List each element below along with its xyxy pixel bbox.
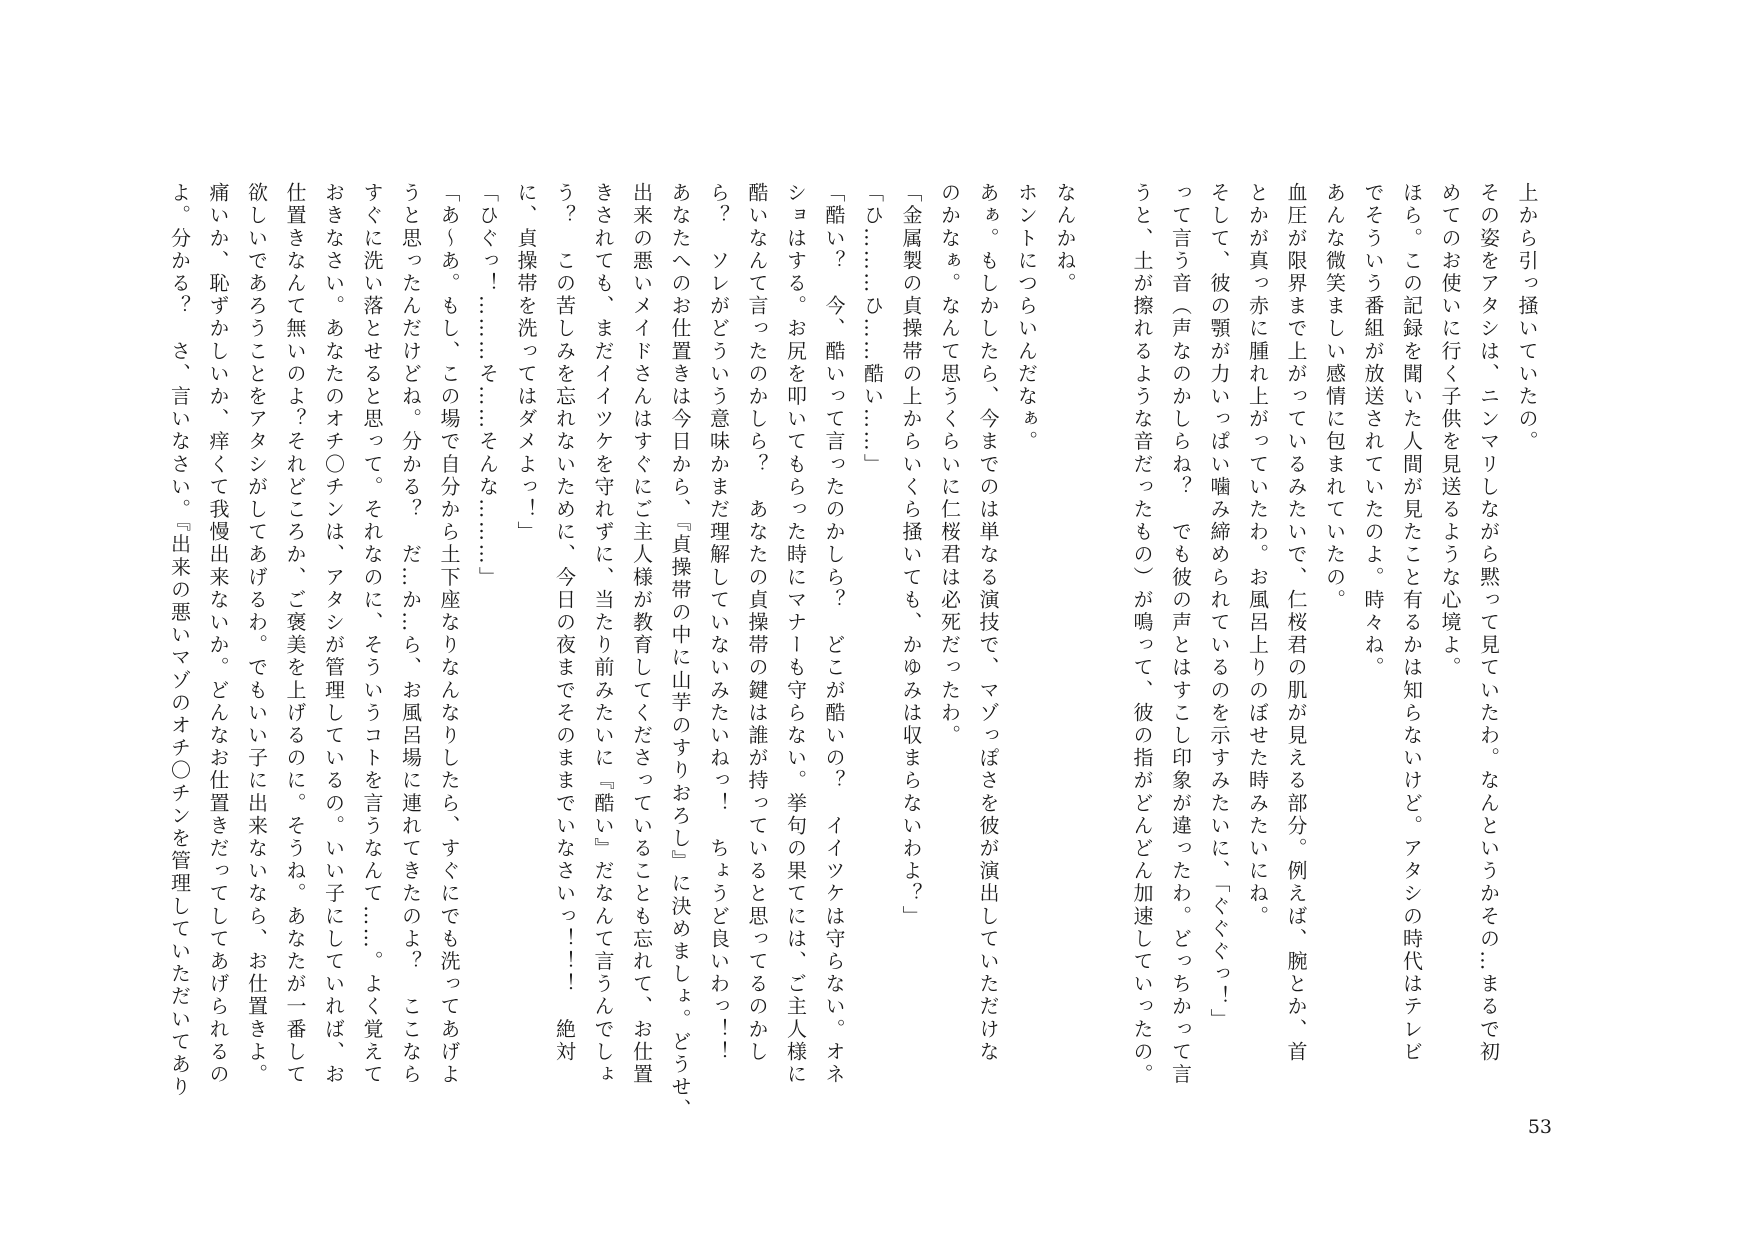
- text-line: って言う音（声なのかしらね？ でも彼の声とはすこし印象が違ったわ。どっちかって言: [1168, 182, 1193, 1086]
- text-line: なんかね。: [1053, 182, 1077, 295]
- text-line: 出来の悪いメイドさんはすぐにご主人様が教育してくださっていることも忘れて、お仕置: [629, 182, 654, 1086]
- text-line: う？ この苦しみを忘れないために、今日の夜までそのままでいなさいっ！！！ 絶対: [552, 182, 577, 1064]
- text-line: 痛いか、恥ずかしいか、痒くて我慢出来ないか。どんなお仕置きだってしてあげられるの: [206, 182, 230, 1086]
- text-line: ホントにつらいんだなぁ。: [1014, 182, 1039, 454]
- text-line: 仕置きなんて無いのよ？それどころか、ご褒美を上げるのに。そうね。あなたが一番して: [283, 182, 307, 1086]
- text-line: ら？ ソレがどういう意味かまだ理解していないみたいねっ！ ちょうど良いわっ！！: [706, 182, 731, 1064]
- text-line: 「あ～あ。もし、この場で自分から土下座なりなんなりしたら、すぐにでも洗ってあげよ: [437, 182, 461, 1086]
- text-line: でそういう番組が放送されていたのよ。時々ね。: [1361, 182, 1385, 680]
- text-line: ほら。この記録を聞いた人間が見たこと有るかは知らないけど。アタシの時代はテレビ: [1399, 182, 1424, 1064]
- text-line: 「金属製の貞操帯の上からいくら掻いても、かゆみは収まらないわよ？」: [899, 182, 923, 928]
- text-line: すぐに洗い落とせると思って。それなのに、そういうコトを言うなんて……。よく覚えて: [360, 182, 384, 1086]
- text-line: 欲しいであろうことをアタシがしてあげるわ。でもいい子に出来ないなら、お仕置きよ。: [244, 182, 269, 1086]
- text-line: あぁ。もしかしたら、今までのは単なる演技で、マゾっぽさを彼が演出していただけな: [976, 182, 1000, 1064]
- text-line: あなたへのお仕置きは今日から、『貞操帯の中に山芋のすりおろし』に決めましょ。どうせ、: [668, 182, 692, 1122]
- text-line: うと思ったんだけどね。分かる？ だ…か…ら、お風呂場に連れてきたのよ？ ここなら: [398, 182, 423, 1086]
- text-line: 酷いなんて言ったのかしら？ あなたの貞操帯の鍵は誰が持っていると思ってるのかし: [745, 182, 769, 1064]
- text-line: 血圧が限界まで上がっているみたいで、仁桜君の肌が見える部分。例えば、腕とか、首: [1284, 182, 1308, 1064]
- text-line: 「酷い？ 今、酷いって言ったのかしら？ どこが酷いの？ イイツケは守らない。オネ: [822, 182, 846, 1086]
- text-line: のかなぁ。なんて思うくらいに仁桜君は必死だったわ。: [937, 182, 962, 747]
- text-line: そして、彼の顎が力いっぱい噛み締められているのを示すみたいに、「ぐぐぐっ！」: [1207, 182, 1231, 1031]
- text-line: その姿をアタシは、ニンマリしながら黙って見ていたわ。なんというかその…まるで初: [1476, 182, 1501, 1064]
- text-line: あんな微笑ましい感情に包まれていたの。: [1322, 182, 1347, 612]
- text-line: 「ひぐっ！………そ……そんな………」: [475, 182, 500, 589]
- text-line: おきなさい。あなたのオチ〇チンは、アタシが管理しているの。いい子にしていれば、お: [321, 182, 346, 1086]
- page-number: 53: [1527, 1116, 1552, 1138]
- text-line: 上から引っ掻いていたの。: [1515, 182, 1539, 454]
- vertical-text-body: [167, 182, 1546, 1122]
- text-line: きされても、まだイイツケを守れずに、当たり前みたいに『酷い』だなんて言うんでしょ: [591, 182, 615, 1086]
- text-line: うと、土が擦れるような音だったもの）が鳴って、彼の指がどんどん加速していったの。: [1130, 182, 1154, 1086]
- text-line: ショはする。お尻を叩いてもらった時にマナーも守らない。挙句の果てには、ご主人様に: [783, 182, 808, 1086]
- blank-line: [1084, 182, 1123, 1102]
- text-line: めてのお使いに行く子供を見送るような心境よ。: [1438, 182, 1462, 680]
- text-line: に、貞操帯を洗ってはダメよっ！」: [514, 182, 538, 544]
- text-line: とかが真っ赤に腫れ上がっていたわ。お風呂上りのぼせた時みたいにね。: [1245, 182, 1270, 928]
- text-line: 「ひ………ひ……酷い……」: [860, 182, 885, 476]
- text-line: よ。分かる？ さ、言いなさい。『出来の悪いマゾのオチ〇チンを管理していただいてあり: [167, 182, 192, 1099]
